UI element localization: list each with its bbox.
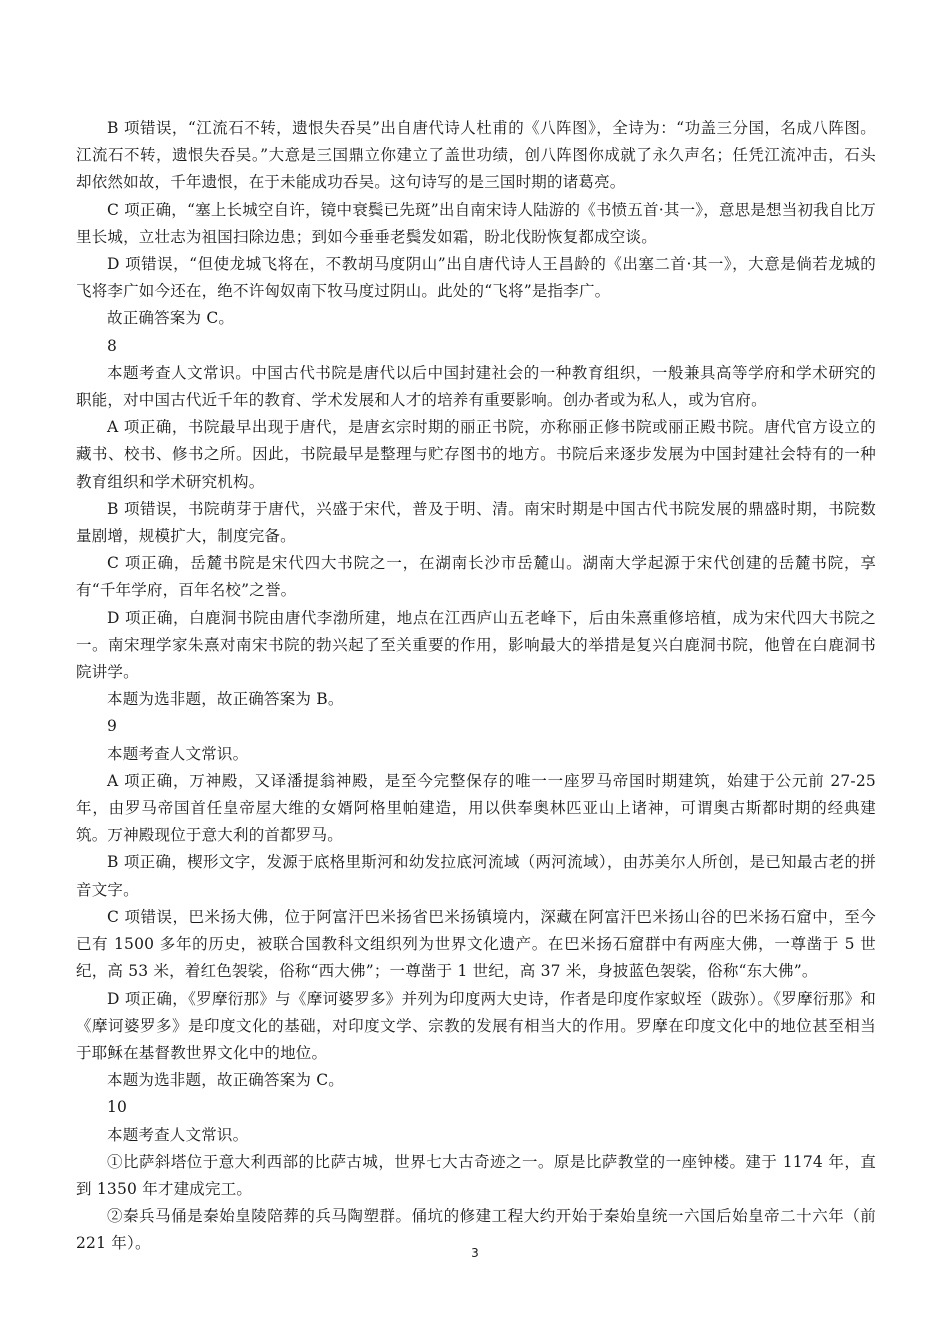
paragraph: B 项错误，书院萌芽于唐代，兴盛于宋代，普及于明、清。南宋时期是中国古代书院发展的鼎盛时期，书院数量剧增，规模扩大，制度完备。 <box>76 499 876 546</box>
question-number: 8 <box>107 336 118 355</box>
paragraph: D 项正确，《罗摩衍那》与《摩诃婆罗多》并列为印度两大史诗，作者是印度作家蚁垤（跋弥）。《罗摩衍那》和《摩诃婆罗多》是印度文化的基础，对印度文学、宗教的发展有相当大的作用。罗摩在印度文化中的地位甚至相当于耶稣在基督教世界文化中的地位。 <box>76 989 876 1062</box>
paragraph: D 项正确，白鹿洞书院由唐代李渤所建，地点在江西庐山五老峰下，后由朱熹重修培植，成为宋代四大书院之一。南宋理学家朱熹对南宋书院的勃兴起了至关重要的作用，影响最大的举措是复兴白鹿洞书院，他曾在白鹿洞书院讲学。 <box>76 608 876 682</box>
answer-line: 本题为选非题，故正确答案为 C。 <box>107 1071 344 1090</box>
paragraph: A 项正确，万神殿，又译潘提翁神殿，是至今完整保存的唯一一座罗马帝国时期建筑，始建于公元前 27-25 年，由罗马帝国首任皇帝屋大维的女婿阿格里帕建造，用以供奉奥林匹亚山上诸神，可谓奥古斯都时期的经典建筑。万神殿现位于意大利的首都罗马。 <box>76 771 876 845</box>
paragraph: ①比萨斜塔位于意大利西部的比萨古城，世界七大古奇迹之一。原是比萨教堂的一座钟楼。建于 1174 年，直到 1350 年才建成完工。 <box>76 1152 876 1198</box>
paragraph: C 项错误，巴米扬大佛，位于阿富汗巴米扬省巴米扬镇境内，深藏在阿富汗巴米扬山谷的巴米扬石窟中，至今已有 1500 多年的历史，被联合国教科文组织列为世界文化遗产。在巴米扬石窟群中有两座大佛，一尊凿于 5 世纪，高 53 米，着红色袈裟，俗称“西大佛”；一尊凿于 1 世纪，高 37 米，身披蓝色袈裟，俗称“东大佛”。 <box>76 907 876 981</box>
paragraph: B 项正确，楔形文字，发源于底格里斯河和幼发拉底河流域（两河流域），由苏美尔人所创，是已知最古老的拼音文字。 <box>76 853 876 899</box>
document-body <box>76 115 876 1258</box>
paragraph: C 项正确，岳麓书院是宋代四大书院之一，在湖南长沙市岳麓山。湖南大学起源于宋代创建的岳麓书院，享有“千年学府，百年名校”之誉。 <box>76 554 876 600</box>
paragraph: D 项错误，“但使龙城飞将在，不教胡马度阴山”出自唐代诗人王昌龄的《出塞二首·其一》，大意是倘若龙城的飞将李广如今还在，绝不许匈奴南下牧马度过阴山。此处的“飞将”是指李广。 <box>76 255 876 301</box>
paragraph: 本题考查人文常识。 <box>107 744 249 763</box>
paragraph: B 项错误，“江流石不转，遗恨失吞吴”出自唐代诗人杜甫的《八阵图》，全诗为：“功盖三分国，名成八阵图。江流石不转，遗恨失吞吴。”大意是三国鼎立你建立了盖世功绩，创八阵图你成就了永久声名；任凭江流冲击，石头却依然如故，千年遗恨，在于未能成功吞吴。这句诗写的是三国时期的诸葛亮。 <box>76 119 876 192</box>
paragraph: ②秦兵马俑是秦始皇陵陪葬的兵马陶塑群。俑坑的修建工程大约开始于秦始皇统一六国后始皇帝二十六年（前 221 年）。 <box>76 1207 876 1253</box>
question-number: 10 <box>107 1098 128 1117</box>
paragraph: 本题考查人文常识。中国古代书院是唐代以后中国封建社会的一种教育组织，一般兼具高等学府和学术研究的职能，对中国古代近千年的教育、学术发展和人才的培养有重要影响。创办者或为私人，或为官府。 <box>76 363 876 410</box>
paragraph: A 项正确，书院最早出现于唐代，是唐玄宗时期的丽正书院，亦称丽正修书院或丽正殿书院。唐代官方设立的藏书、校书、修书之所。因此，书院最早是整理与贮存图书的地方。书院后来逐步发展为中国封建社会特有的一种教育组织和学术研究机构。 <box>76 418 876 491</box>
page-number: 3 <box>471 1246 479 1260</box>
answer-line: 本题为选非题，故正确答案为 B。 <box>107 690 344 709</box>
paragraph: C 项正确，“塞上长城空自许，镜中衰鬓已先斑”出自南宋诗人陆游的《书愤五首·其一》，意思是想当初我自比万里长城，立壮志为祖国扫除边患；到如今垂垂老鬓发如霜，盼北伐盼恢复都成空谈。 <box>76 200 876 246</box>
question-number: 9 <box>107 717 118 736</box>
answer-line: 故正确答案为 C。 <box>107 309 235 328</box>
paragraph: 本题考查人文常识。 <box>107 1125 249 1144</box>
